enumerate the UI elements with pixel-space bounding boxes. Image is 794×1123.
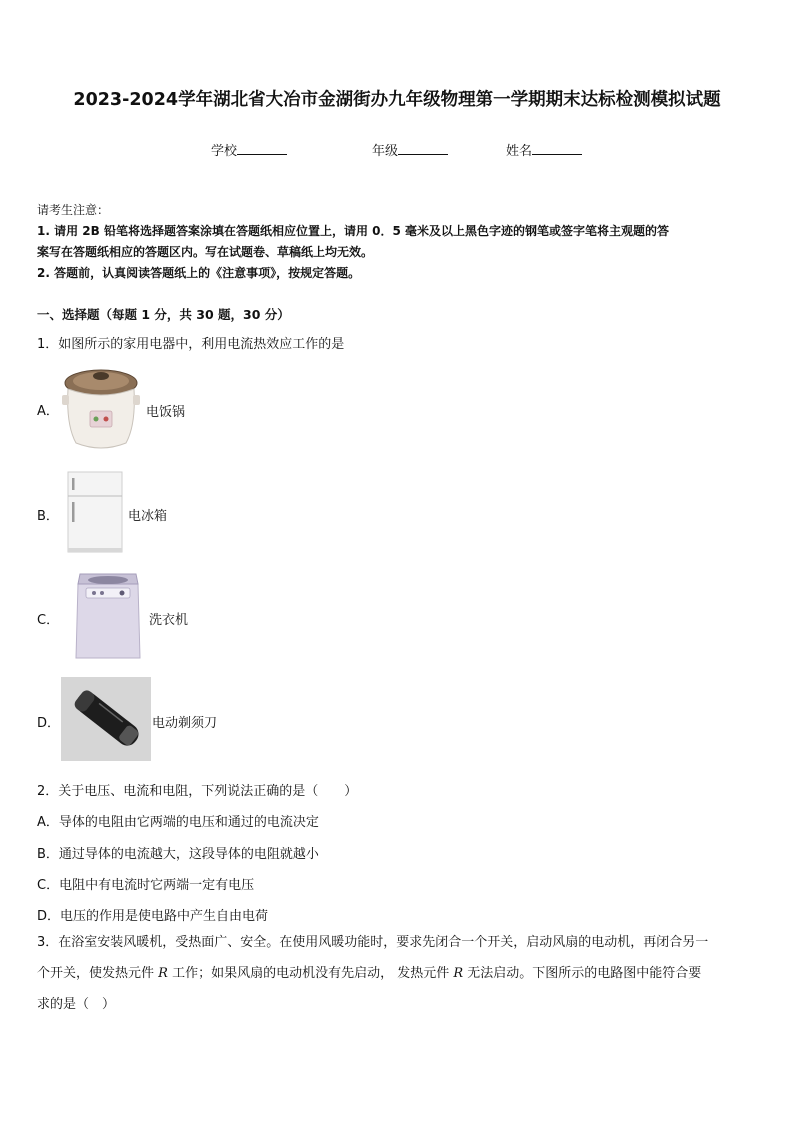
name-blank[interactable] [532, 142, 582, 155]
name-field [506, 140, 582, 159]
q2-option-a[interactable]: A．导体的电阻由它两端的电压和通过的电流决定 [37, 815, 319, 830]
q2-option-b[interactable]: B．通过导体的电流越大，这段导体的电阻就越小 [37, 847, 319, 862]
notice-block [37, 200, 759, 284]
q1-option-d-letter: D． [37, 716, 61, 731]
grade-blank[interactable] [398, 142, 448, 155]
q3-text-a: 个开关，使发热元件 [37, 966, 159, 981]
q2-option-c[interactable]: C．电阻中有电流时它两端一定有电压 [37, 878, 255, 893]
grade-label: 年级 [372, 144, 399, 159]
notice-line-3: 2. 答题前，认真阅读答题纸上的《注意事项》，按规定答题。 [37, 266, 361, 280]
q1-option-c-letter: C． [37, 613, 60, 628]
school-field [211, 140, 287, 159]
refrigerator-icon [66, 470, 124, 554]
q2-option-d[interactable]: D．电压的作用是使电路中产生自由电荷 [37, 909, 269, 924]
notice-line-1: 1. 请用 2B 铅笔将选择题答案涂填在答题纸相应位置上，请用 0．5 毫米及以上黑色字迹的钢笔或签字笔将主观题的答 [37, 224, 669, 238]
q3-variable-r-1: R [158, 966, 168, 981]
q3-text-c: 无法启动。下图所示的电路图中能符合要 [463, 966, 702, 981]
question-1-stem: 1．如图所示的家用电器中，利用电流热效应工作的是 [37, 337, 345, 352]
question-3-line-1: 3．在浴室安装风暖机，受热面广、安全。在使用风暖功能时，要求先闭合一个开关，启动风扇的电动机，再闭合另一 [37, 935, 709, 950]
name-label: 姓名 [506, 144, 533, 159]
notice-heading: 请考生注意： [37, 203, 110, 217]
page-title: 2023-2024学年湖北省大冶市金湖街办九年级物理第一学期期末达标检测模拟试题 [73, 90, 721, 110]
question-3-line-3: 求的是（ ） [37, 997, 116, 1012]
rice-cooker-icon [60, 365, 142, 453]
grade-field [372, 140, 448, 159]
school-blank[interactable] [237, 142, 287, 155]
q1-option-b-label: 电冰箱 [128, 509, 168, 524]
notice-line-2: 案写在答题纸相应的答题区内。写在试题卷、草稿纸上均无效。 [37, 245, 374, 259]
q1-option-d-label: 电动剃须刀 [152, 716, 218, 731]
q1-option-b-letter: B． [37, 509, 59, 524]
question-3-line-2 [37, 958, 759, 989]
q3-text-b: 工作；如果风扇的电动机没有先启动， 发热元件 [167, 966, 454, 981]
section-heading: 一、选择题（每题 1 分，共 30 题，30 分） [37, 307, 290, 322]
question-2-stem: 2．关于电压、电流和电阻，下列说法正确的是（ ） [37, 784, 358, 799]
q1-option-a-letter: A． [37, 404, 59, 419]
school-label: 学校 [211, 144, 238, 159]
question-3-stem [37, 927, 759, 1020]
q3-variable-r-2: R [453, 966, 464, 981]
q1-option-a-label: 电饭锅 [146, 405, 186, 420]
shaver-icon [61, 677, 151, 761]
q1-option-c-label: 洗衣机 [149, 613, 189, 628]
washing-machine-icon [72, 570, 144, 660]
